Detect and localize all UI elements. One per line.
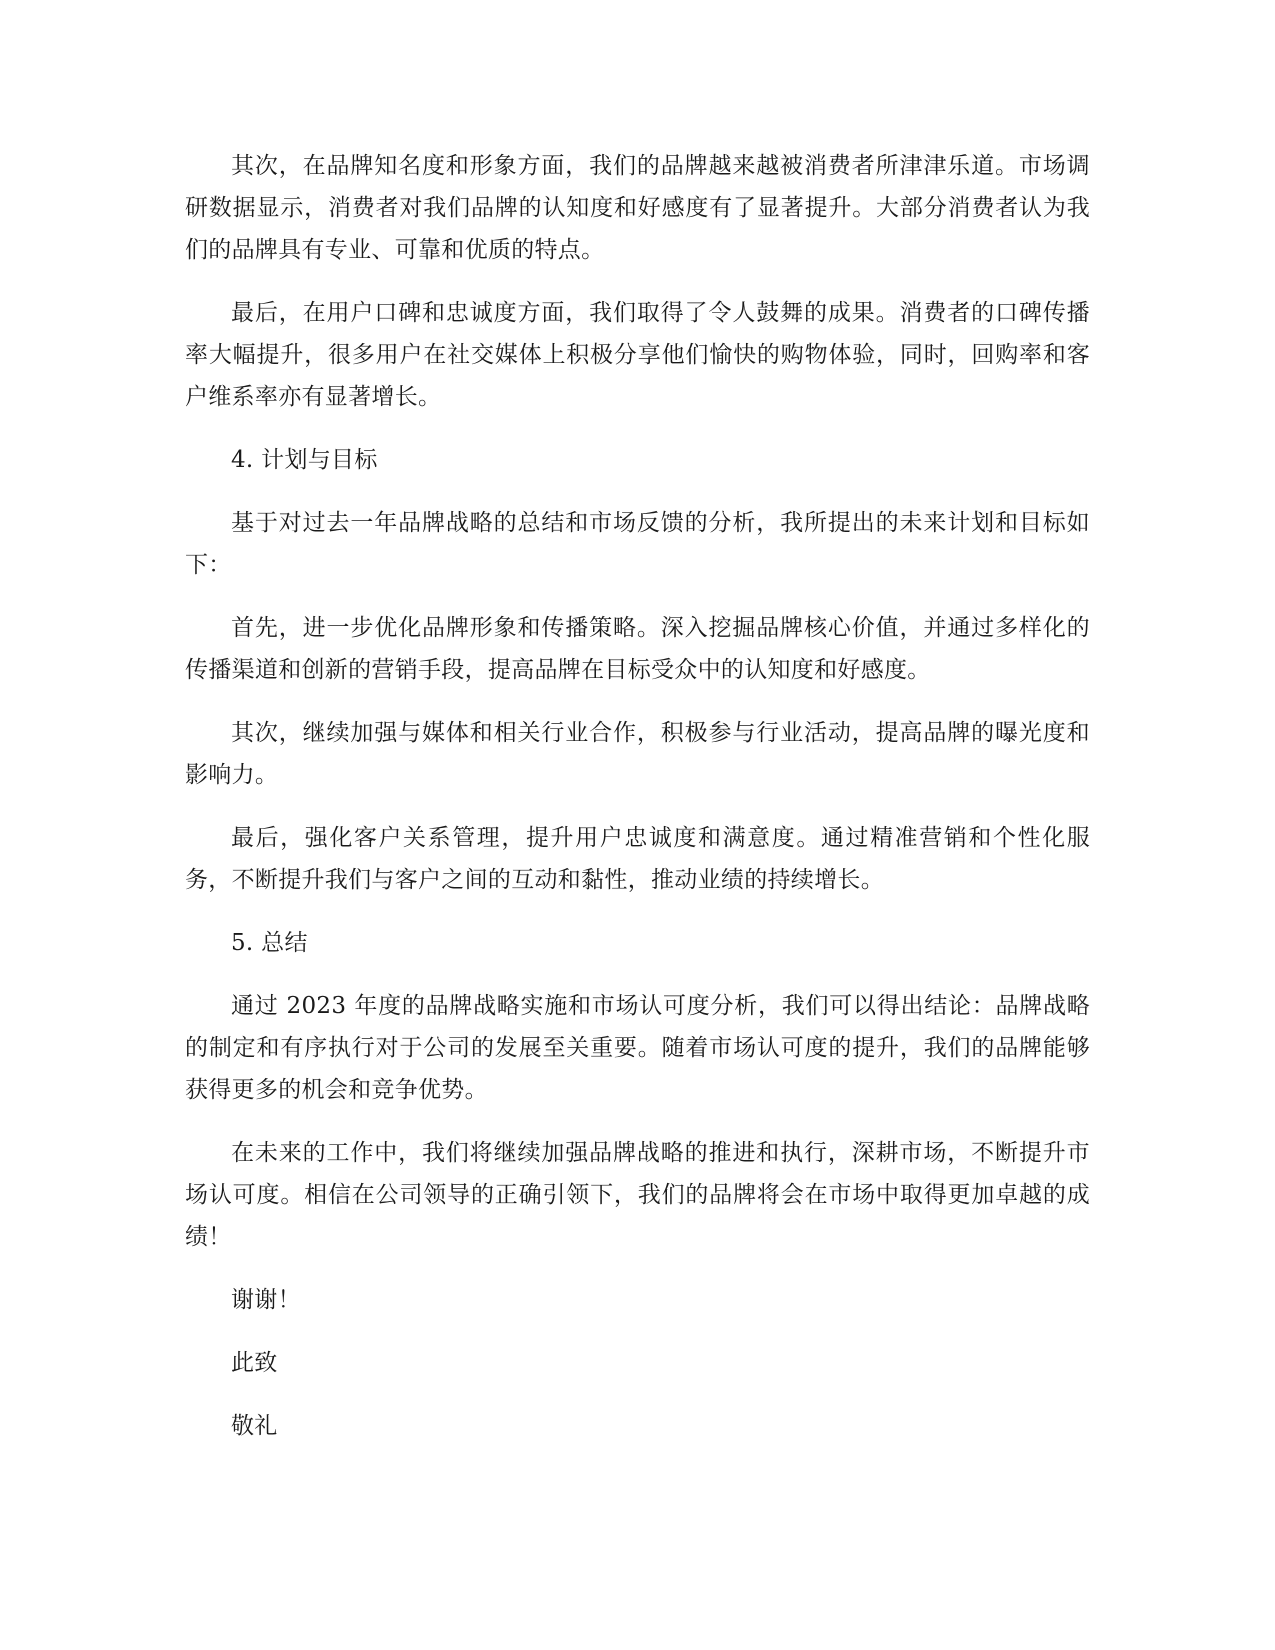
paragraph-plan-second: 其次，继续加强与媒体和相关行业合作，积极参与行业活动，提高品牌的曝光度和影响力。: [185, 720, 1090, 788]
section-heading-plans: 4. 计划与目标: [231, 447, 378, 473]
section-heading-summary: 5. 总结: [231, 930, 308, 956]
paragraph-plans-intro: 基于对过去一年品牌战略的总结和市场反馈的分析，我所提出的未来计划和目标如下：: [185, 510, 1090, 578]
paragraph-user-loyalty: 最后，在用户口碑和忠诚度方面，我们取得了令人鼓舞的成果。消费者的口碑传播率大幅提升，很多用户在社交媒体上积极分享他们愉快的购物体验，同时，回购率和客户维系率亦有显著增长。: [185, 300, 1090, 410]
closing-thanks: 谢谢！: [231, 1287, 301, 1313]
paragraph-plan-last: 最后，强化客户关系管理，提升用户忠诚度和满意度。通过精准营销和个性化服务，不断提升我们与客户之间的互动和黏性，推动业绩的持续增长。: [185, 825, 1090, 893]
paragraph-summary-conclusion: 通过 2023 年度的品牌战略实施和市场认可度分析，我们可以得出结论：品牌战略的制定和有序执行对于公司的发展至关重要。随着市场认可度的提升，我们的品牌能够获得更多的机会和竞争优势。: [185, 993, 1090, 1103]
paragraph-brand-awareness: 其次，在品牌知名度和形象方面，我们的品牌越来越被消费者所津津乐道。市场调研数据显示，消费者对我们品牌的认知度和好感度有了显著提升。大部分消费者认为我们的品牌具有专业、可靠和优质的特点。: [185, 153, 1090, 263]
paragraph-plan-first: 首先，进一步优化品牌形象和传播策略。深入挖掘品牌核心价值，并通过多样化的传播渠道和创新的营销手段，提高品牌在目标受众中的认知度和好感度。: [185, 615, 1090, 683]
document-body: [185, 145, 1090, 1468]
closing-salutation: 此致: [231, 1350, 278, 1376]
paragraph-summary-future: 在未来的工作中，我们将继续加强品牌战略的推进和执行，深耕市场，不断提升市场认可度。相信在公司领导的正确引领下，我们的品牌将会在市场中取得更加卓越的成绩！: [185, 1140, 1090, 1250]
closing-regards: 敬礼: [231, 1413, 278, 1439]
